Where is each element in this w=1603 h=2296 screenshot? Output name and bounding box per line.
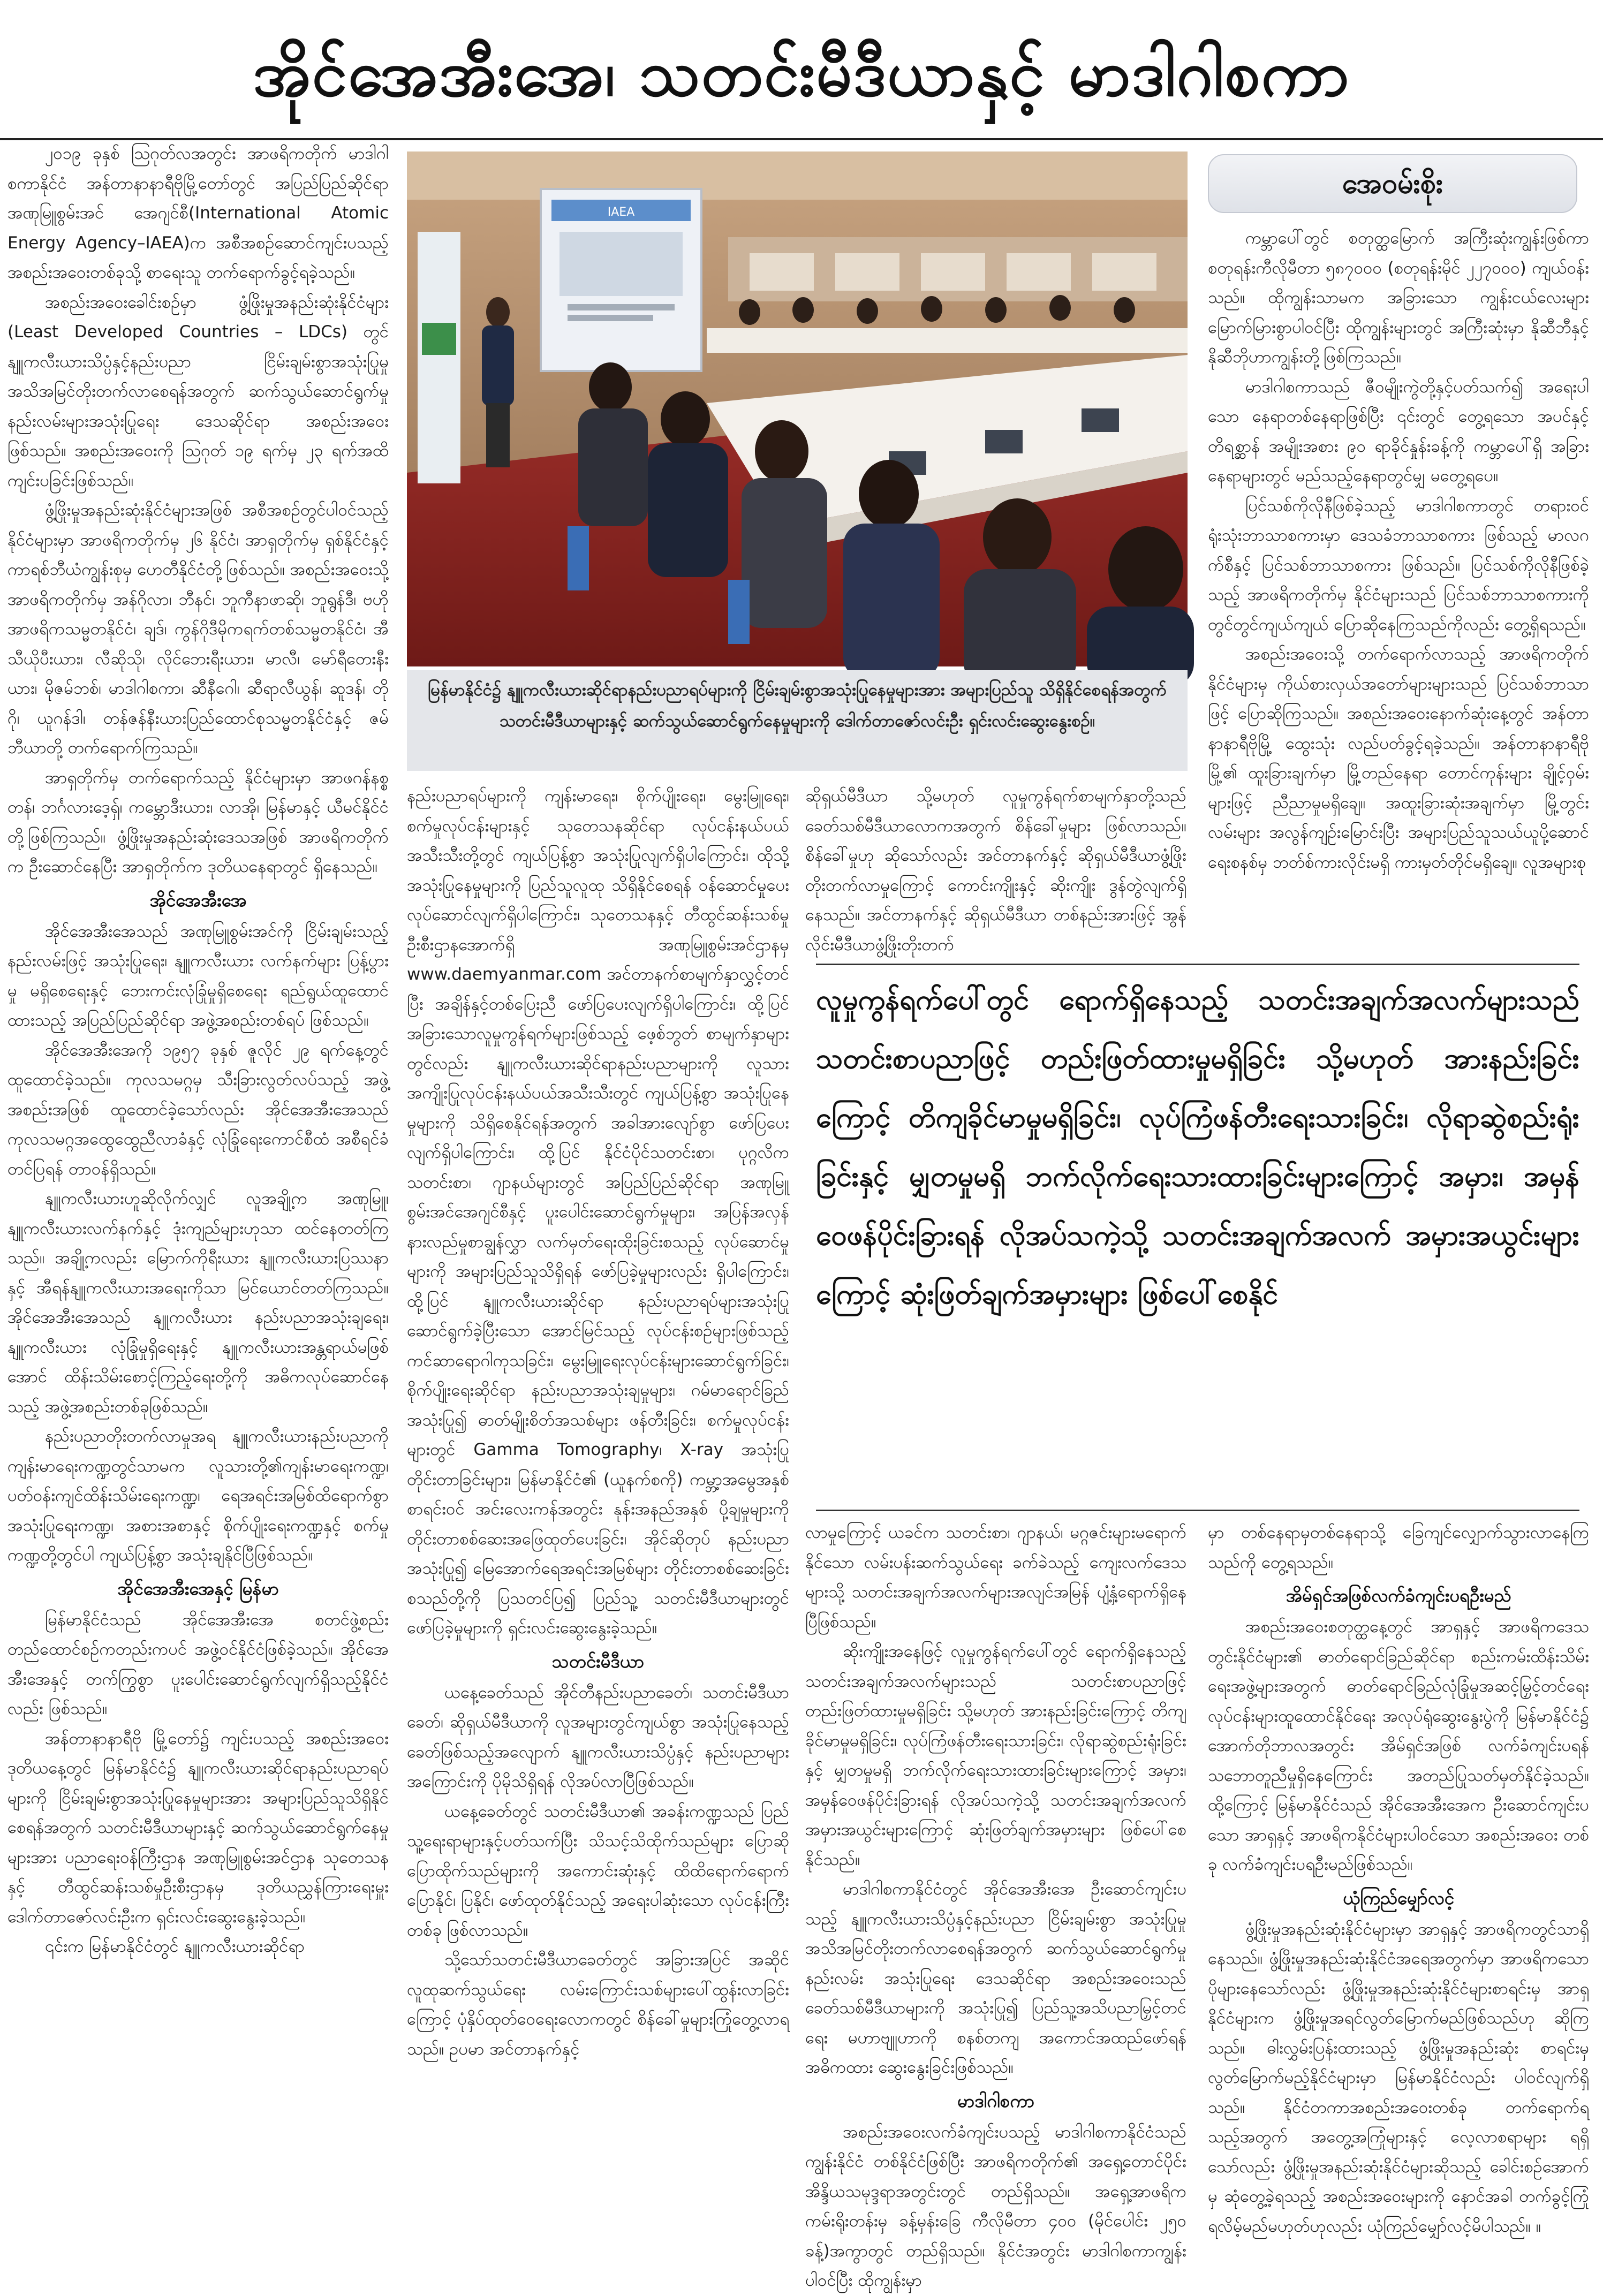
col4-subheading: အိမ်ရှင်အဖြစ်လက်ခံကျင်းပရဦးမည် — [1286, 1585, 1511, 1606]
col2-paragraph: ယနေ့ခေတ်သည် အိုင်တီနည်းပညာခေတ်၊ သတင်းမီဒီယာခေတ်၊ ဆိုရှယ်မီဒီယာကို လူအများတွင်ကျယ်စွာ အသုံးပြုနေသည့် ခေတ်ဖြစ်သည့်အလျောက် နျူကလီးယားသိပ္ပံနှင့် နည်းပညာများအကြောင်းကို ပိုမိုသိရှိရန် လိုအပ်လာပြီဖြစ်သည်။ — [407, 1683, 789, 1791]
column-3-top — [805, 782, 1186, 958]
col4-paragraph: မာဒါဂါစကာသည် ဇီဝမျိုးကွဲတို့နှင့်ပတ်သက်၍ အရေးပါသော နေရာတစ်နေရာဖြစ်ပြီး ၎င်းတွင် တွေ့ရသော အပင်နှင့် တိရစ္ဆာန် အမျိုးအစား ၉၀ ရာခိုင်နှုန်းခန့်ကို ကမ္ဘာပေါ်ရှိ အခြားနေရာများတွင် မည်သည့်နေရာတွင်မျှ မတွေ့ရပေ။ — [1208, 377, 1589, 486]
col3-paragraph: မာဒါဂါစကာနိုင်ငံတွင် အိုင်အေအီးအေ ဦးဆောင်ကျင်းပသည့် နျူကလီးယားသိပ္ပံနှင့်နည်းပညာ ငြိမ်းချမ်းစွာ အသုံးပြုမှု အသိအမြင်တိုးတက်လာစေရန်အတွက် ဆက်သွယ်ဆောင်ရွက်မှုနည်းလမ်း အသုံးပြုရေး ဒေသဆိုင်ရာ အစည်းအဝေးသည် ခေတ်သစ်မီဒီယာများကို အသုံးပြု၍ ပြည်သူ့အသိပညာမြှင့်တင်ရေး မဟာဗျူဟာကို စနစ်တကျ အကောင်အထည်ဖော်ရန် အဓိကထား ဆွေးနွေးခြင်းဖြစ်သည်။ — [805, 1880, 1186, 2077]
col4-paragraph: ဖွံ့ဖြိုးမှုအနည်းဆုံးနိုင်ငံများမှာ အာရှနှင့် အာဖရိကတွင်သာရှိနေသည်။ ဖွံ့ဖြိုးမှုအနည်းဆုံးနိုင်ငံအရေအတွက်မှာ အာဖရိကသော ပိုများနေသော်လည်း ဖွံ့ဖြိုးမှုအနည်းဆုံးနိုင်ငံများစာရင်းမှ အာရှနိုင်ငံများက ဖွံ့ဖြိုးမှုအရင်လွတ်မြောက်မည်ဖြစ်သည်ဟု ဆိုကြသည်။ ဓါးလွှမ်းပြန်းထားသည့် ဖွံ့ဖြိုးမှုအနည်းဆုံး စာရင်းမှ လွတ်မြောက်မည့်နိုင်ငံများမှာ မြန်မာနိုင်ငံလည်း ပါဝင်လျက်ရှိသည်။ နိုင်ငံတကာအစည်းအဝေးတစ်ခု တက်ရောက်ရသည့်အတွက် အတွေ့အကြုံများနှင့် လေ့လာစရာများ ရရှိသော်လည်း ဖွံ့ဖြိုးမှုအနည်းဆုံးနိုင်ငံများဆိုသည့် ခေါင်းစဉ်အောက်မှ ဆုံတွေ့ခဲ့ရသည့် အစည်းအဝေးများကို နောင်အခါ တက်ခွင့်ကြုံရလိမ့်မည်မဟုတ်ဟုလည်း ယုံကြည်မျှော်လင့်မိပါသည်။ ။ — [1208, 1919, 1589, 2236]
headline: အိုင်အေအီးအေ၊ သတင်းမီဒီယာနှင့် မာဒါဂါစကာ — [253, 36, 1350, 110]
col2-paragraph: သို့သော်သတင်းမီဒီယာခေတ်တွင် အခြားအပြင် အဆိုင် လူထုဆက်သွယ်ရေး လမ်းကြောင်းသစ်များပေါ်ထွန်းလာခြင်းကြောင့် ပုံနှိပ်ထုတ်ဝေရေးလောကတွင် စိန်ခေါ်မှုများကြုံတွေ့လာရသည်။ ဥပမာ အင်တာနက်နှင့် — [407, 1950, 789, 2059]
author-byline: အေဝမ်းစိုး — [1208, 154, 1577, 213]
col1-paragraph: အိုင်အေအီးအေကို ၁၉၅၇ ခုနှစ် ဇူလိုင် ၂၉ ရက်နေ့တွင် ထူထောင်ခဲ့သည်။ ကုလသမဂ္ဂမှ သီးခြားလွတ်လပ်သည့် အဖွဲ့အစည်းအဖြစ် ထူထောင်ခဲ့သော်လည်း အိုင်အေအီးအေသည် ကုလသမဂ္ဂအထွေထွေညီလာခံနှင့် လုံခြုံရေးကောင်စီထံ အစီရင်ခံတင်ပြရန် တာဝန်ရှိသည်။ — [7, 1040, 389, 1179]
col1-paragraph: အိုင်အေအီးအေသည် အဏုမြူစွမ်းအင်ကို ငြိမ်းချမ်းသည့် နည်းလမ်းဖြင့် အသုံးပြုရေး၊ နျူကလီးယား လက်နက်များ ပြန့်ပွားမှု မရှိစေရေးနှင့် ဘေးကင်းလုံခြုံမှုရှိစေရေး ရည်ရွယ်ထူထောင်ထားသည့် အပြည်ပြည်ဆိုင်ရာ အဖွဲ့အစည်းတစ်ရပ် ဖြစ်သည်။ — [7, 921, 389, 1030]
col1-paragraph: နည်းပညာတိုးတက်လာမှုအရ နျူကလီးယားနည်းပညာကို ကျန်းမာရေးကဏ္ဍတွင်သာမက လူသားတို့၏ကျန်းမာရေးကဏ္ဍ၊ ပတ်ဝန်းကျင်ထိန်းသိမ်းရေးကဏ္ဍ၊ ရေအရင်းအမြစ်ထိရောက်စွာ အသုံးပြုရေးကဏ္ဍ၊ အစားအစာနှင့် စိုက်ပျိုးရေးကဏ္ဍနှင့် စက်မှုကဏ္ဍတို့တွင်ပါ ကျယ်ပြန့်စွာ အသုံးချနိုင်ပြီဖြစ်သည်။ — [7, 1427, 389, 1565]
pull-quote: လူမှုကွန်ရက်ပေါ်တွင် ရောက်ရှိနေသည့် သတင်းအချက်အလက်များသည် သတင်းစာပညာဖြင့် တည်းဖြတ်ထားမှုမရှိခြင်း သို့မဟုတ် အားနည်းခြင်းကြောင့် တိကျခိုင်မာမှုမရှိခြင်း၊ လုပ်ကြံဖန်တီးရေးသားခြင်း၊ လိုရာဆွဲစည်းရုံးခြင်းနှင့် မျှတမှုမရှိ ဘက်လိုက်ရေးသားထားခြင်းများကြောင့် အမှား၊ အမှန်ဝေဖန်ပိုင်းခြားရန် လိုအပ်သကဲ့သို့ သတင်းအချက်အလက် အမှားအယွင်းများကြောင့် ဆုံးဖြတ်ချက်အမှားများ ဖြစ်ပေါ်စေနိုင် — [816, 984, 1579, 1310]
column-1 — [7, 139, 389, 2157]
col1-paragraph: ၎င်းက မြန်မာနိုင်ငံတွင် နျူကလီးယားဆိုင်ရာ — [45, 1937, 305, 1956]
col4-paragraph: ပြင်သစ်ကိုလိုနီဖြစ်ခဲ့သည့် မာဒါဂါစကာတွင် တရားဝင်ရုံးသုံးဘာသာစကားမှာ ဒေသခံဘာသာစကား ဖြစ်သည့် မာလဂက်စီနှင့် ပြင်သစ်ဘာသာစကား ဖြစ်သည်။ ပြင်သစ်ကိုလိုနီဖြစ်ခဲ့သည့် အာဖရိကတိုက်မှ နိုင်ငံများသည် ပြင်သစ်ဘာသာစကားကို တွင်တွင်ကျယ်ကျယ် ပြောဆိုနေကြသည်ကိုလည်း တွေ့ရှိရသည်။ — [1208, 496, 1589, 634]
col4-paragraph: ကမ္ဘာပေါ်တွင် စတုတ္ထမြောက် အကြီးဆုံးကျွန်းဖြစ်ကာ စတုရန်းကီလိုမီတာ ၅၈၇၀၀၀ (စတုရန်းမိုင် ၂၂၇၀၀၀) ကျယ်ဝန်းသည်။ ထိုကျွန်းသာမက အခြားသော ကျွန်းငယ်လေးများ မြောက်မြားစွာပါဝင်ပြီး ထိုကျွန်းများတွင် အကြီးဆုံးမှာ နိုဆီဘီနှင့် နိုဆီဘိုဟာကျွန်းတို့ဖြစ်ကြသည်။ — [1208, 229, 1589, 367]
col2-subheading: သတင်းမီဒီယာ — [551, 1650, 645, 1672]
column-4-top — [1208, 224, 1589, 957]
conference-photo-illustration — [407, 151, 1188, 666]
col1-paragraph: အစည်းအဝေးခေါင်းစဉ်မှာ ဖွံ့ဖြိုးမှုအနည်းဆုံးနိုင်ငံများ (Least Developed Countries – LDCs) တွင် နျူကလီးယားသိပ္ပံနှင့်နည်းပညာ ငြိမ်းချမ်းစွာအသုံးပြုမှု အသိအမြင်တိုးတက်လာစေရန်အတွက် ဆက်သွယ်ဆောင်ရွက်မှုနည်းလမ်းများအသုံးပြုရေး ဒေသဆိုင်ရာ အစည်းအဝေး ဖြစ်သည်။ အစည်းအဝေးကို ဩဂုတ် ၁၉ ရက်မှ ၂၃ ရက်အထိ ကျင်းပခြင်းဖြစ်သည်။ — [7, 292, 389, 490]
column-3-bottom — [805, 1518, 1186, 2290]
col2-paragraph: ယနေ့ခေတ်တွင် သတင်းမီဒီယာ၏ အခန်းကဏ္ဍသည် ပြည်သူ့ရေးရာများနှင့်ပတ်သက်ပြီး သိသင့်သိထိုက်သည်များ ပြောဆိုပြောထိုက်သည်များကို အကောင်းဆုံးနှင့် ထိထိရောက်ရောက်ပြောနိုင်၊ ပြနိုင်၊ ဖော်ထုတ်နိုင်သည့် အရေးပါဆုံးသော လုပ်ငန်းကြီးတစ်ခု ဖြစ်လာသည်။ — [407, 1801, 789, 1940]
conference-photo — [407, 151, 1188, 666]
col3-paragraph: ဆိုးကျိုးအနေဖြင့် လူမှုကွန်ရက်ပေါ်တွင် ရောက်ရှိနေသည့် သတင်းအချက်အလက်များသည် သတင်းစာပညာဖြင့် တည်းဖြတ်ထားမှုမရှိခြင်း သို့မဟုတ် အားနည်းခြင်းကြောင့် တိကျခိုင်မာမှုမရှိခြင်း၊ လုပ်ကြံဖန်တီးရေးသားခြင်း၊ လိုရာဆွဲစည်းရုံးခြင်းနှင့် မျှတမှုမရှိ ဘက်လိုက်ရေးသားထားခြင်းများကြောင့် အမှား၊ အမှန်ဝေဖန်ပိုင်းခြားရန် လိုအပ်သကဲ့သို့ သတင်းအချက်အလက် အမှားအယွင်းများကြောင့် ဆုံးဖြတ်ချက်အမှားများ ဖြစ်ပေါ်စေနိုင်သည်။ — [805, 1642, 1186, 1869]
col4-paragraph: မှာ တစ်နေရာမှတစ်နေရာသို့ ခြေကျင်လျှောက်သွားလာနေကြသည်ကို တွေ့ရသည်။ — [1208, 1523, 1589, 1572]
photo-caption: မြန်မာနိုင်ငံ၌ နျူကလီးယားဆိုင်ရာနည်းပညာရပ်များကို ငြိမ်းချမ်းစွာအသုံးပြုနေမှုများအား အများပြည်သူ သိရှိနိုင်စေရန်အတွက် သတင်းမီဒီယာများနှင့် ဆက်သွယ်ဆောင်ရွက်နေမှုများကို ဒေါက်တာဇော်လင်းဦး ရှင်းလင်းဆွေးနွေးစဉ်။ — [407, 670, 1188, 771]
col1-paragraph: အန်တာနာနာရီဗို မြို့တော်၌ ကျင်းပသည့် အစည်းအဝေးဒုတိယနေ့တွင် မြန်မာနိုင်ငံ၌ နျူကလီးယားဆိုင်ရာနည်းပညာရပ်များကို ငြိမ်းချမ်းစွာအသုံးပြုနေမှုများအား အများပြည်သူသိရှိနိုင်စေရန်အတွက် သတင်းမီဒီယာများနှင့် ဆက်သွယ်ဆောင်ရွက်နေမှုများအား ပညာရေးဝန်ကြီးဌာန အဏုမြူစွမ်းအင်ဌာန သုတေသနနှင့် တီထွင်ဆန်းသစ်မှုဦးစီးဌာနမှ ဒုတိယညွှန်ကြားရေးမှူး ဒေါက်တာဇော်လင်းဦးက ရှင်းလင်းဆွေးနွေးခဲ့သည်။ — [7, 1729, 389, 1927]
col3-paragraph: ဆိုရှယ်မီဒီယာ သို့မဟုတ် လူမှုကွန်ရက်စာမျက်နှာတို့သည် ခေတ်သစ်မီဒီယာလောကအတွက် စိန်ခေါ်မှုများ ဖြစ်လာသည်။ စိန်ခေါ်မှုဟု ဆိုသော်လည်း အင်တာနက်နှင့် ဆိုရှယ်မီဒီယာဖွံ့ဖြိုးတိုးတက်လာမှုကြောင့် ကောင်းကျိုးနှင့် ဆိုးကျိုး ဒွန်တွဲလျက်ရှိနေသည်။ အင်တာနက်နှင့် ဆိုရှယ်မီဒီယာ တစ်နည်းအားဖြင့် အွန်လိုင်းမီဒီယာဖွံ့ဖြိုးတိုးတက် — [805, 786, 1186, 954]
col1-paragraph: နျူကလီးယားဟူဆိုလိုက်လျှင် လူအချို့က အဏုမြူ၊ နျူကလီးယားလက်နက်နှင့် ဒုံးကျည်များဟုသာ ထင်နေတတ်ကြသည်။ အချို့ကလည်း မြောက်ကိုရီးယား နျူကလီးယားပြဿနာနှင့် အီရန်နျူကလီးယားအရေးကိုသာ မြင်ယောင်တတ်ကြသည်။ အိုင်အေအီးအေသည် နျူကလီးယား နည်းပညာအသုံးချရေး၊ နျူကလီးယား လုံခြုံမှုရှိရေးနှင့် နျူကလီးယားအန္တရာယ်မဖြစ်အောင် ထိန်းသိမ်းစောင့်ကြည့်ရေးတို့ကို အဓိကလုပ်ဆောင်နေသည့် အဖွဲ့အစည်းတစ်ခုဖြစ်သည်။ — [7, 1189, 389, 1416]
screen-text: IAEA — [607, 206, 635, 219]
col4-paragraph: အစည်းအဝေးစတုတ္ထနေ့တွင် အာရှနှင့် အာဖရိကဒေသတွင်းနိုင်ငံများ၏ ဓာတ်ရောင်ခြည်ဆိုင်ရာ စည်းကမ်းထိန်းသိမ်းရေးအဖွဲ့များအတွက် ဓာတ်ရောင်ခြည်လုံခြုံမှုအဆင့်မြှင့်တင်ရေးလုပ်ငန်းများထူထောင်နိုင်ရေး အလုပ်ရုံဆွေးနွေးပွဲကို မြန်မာနိုင်ငံ၌ အောက်တိုဘာလအတွင်း အိမ်ရှင်အဖြစ် လက်ခံကျင်းပရန် သဘောတူညီမှုရှိနေကြောင်း အတည်ပြုသတ်မှတ်နိုင်ခဲ့သည်။ ထို့ကြောင့် မြန်မာနိုင်ငံသည် အိုင်အေအီးအေက ဦးဆောင်ကျင်းပသော အာရှနှင့် အာဖရိကနိုင်ငံများပါဝင်သော အစည်းအဝေး တစ်ခု လက်ခံကျင်းပရဦးမည်ဖြစ်သည်။ — [1208, 1617, 1589, 1874]
col1-paragraph: အာရှတိုက်မှ တက်ရောက်သည့် နိုင်ငံများမှာ အာဖဂန်နစ္စတန်၊ ဘင်္ဂလားဒေ့ရှ်၊ ကမ္ဘောဒီးယား၊ လာအို၊ မြန်မာနှင့် ယီမင်နိုင်ငံတို့ဖြစ်ကြသည်။ ဖွံ့ဖြိုးမှုအနည်းဆုံးဒေသအဖြစ် အာဖရိကတိုက်က ဦးဆောင်နေပြီး အာရှတိုက်က ဒုတိယနေရာတွင် ရှိနေသည်။ — [7, 768, 389, 876]
column-2 — [407, 782, 789, 2157]
col1-subheading: အိုင်အေအီးအေ — [149, 889, 247, 911]
col3-paragraph: အစည်းအဝေးလက်ခံကျင်းပသည့် မာဒါဂါစကာနိုင်ငံသည် ကျွန်းနိုင်ငံ တစ်နိုင်ငံဖြစ်ပြီး အာဖရိကတိုက်၏ အရှေ့တောင်ပိုင်း အိန္ဒိယသမုဒ္ဒရာအတွင်းတွင် တည်ရှိသည်။ အရှေ့အာဖရိကကမ်းရိုးတန်းမှ ခန့်မှန်းခြေ ကီလိုမီတာ ၄၀၀ (မိုင်ပေါင်း ၂၅၀ ခန့်)အကွာတွင် တည်ရှိသည်။ နိုင်ငံအတွင်း မာဒါဂါစကာကျွန်းပါဝင်ပြီး ထိုကျွန်းမှာ — [805, 2122, 1186, 2290]
col1-paragraph: ၂၀၁၉ ခုနှစ် ဩဂုတ်လအတွင်း အာဖရိကတိုက် မာဒါဂါစကာနိုင်ငံ အန်တာနာနာရီဗိုမြို့တော်တွင် အပြည်ပြည်ဆိုင်ရာ အဏုမြူစွမ်းအင် အေဂျင်စီ(International Atomic Energy Agency–IAEA)က အစီအစဉ်ဆောင်ကျင်းပသည့် အစည်းအဝေးတစ်ခုသို့ စာရေးသူ တက်ရောက်ခွင့်ရခဲ့သည်။ — [7, 144, 389, 282]
pullquote-bottom-rule — [816, 1510, 1579, 1511]
col3-subheading: မာဒါဂါစကာ — [957, 2090, 1035, 2111]
col4-subheading: ယုံကြည်မျှော်လင့် — [1343, 1887, 1454, 1908]
col1-paragraph: မြန်မာနိုင်ငံသည် အိုင်အေအီးအေ စတင်ဖွဲ့စည်းတည်ထောင်စဉ်ကတည်းကပင် အဖွဲ့ဝင်နိုင်ငံဖြစ်ခဲ့သည်။ အိုင်အေအီးအေနှင့် တက်ကြွစွာ ပူးပေါင်းဆောင်ရွက်လျက်ရှိသည့်နိုင်ငံလည်း ဖြစ်သည်။ — [7, 1610, 389, 1718]
col4-paragraph: အစည်းအဝေးသို့ တက်ရောက်လာသည့် အာဖရိကတိုက်နိုင်ငံများမှ ကိုယ်စားလှယ်အတော်များများသည် ပြင်သစ်ဘာသာဖြင့် ပြောဆိုကြသည်။ အစည်းအဝေးနောက်ဆုံးနေ့တွင် အန်တာနာနာရီဗိုမြို့ ထွေးသုံး လည်ပတ်ခွင့်ရခဲ့သည်။ အန်တာနာနာရီဗိုမြို့၏ ထူးခြားချက်မှာ မြို့တည်နေရာ တောင်ကုန်းများ ချိုင့်ဝှမ်းများဖြင့် ညီညာမှုမရှိချေ။ အထူးခြားဆုံးအချက်မှာ မြို့တွင်းလမ်းများ အလွန်ကျဉ်းမြောင်းပြီး အများပြည်သူသယ်ယူပို့ဆောင်ရေးစနစ်မှ ဘတ်စ်ကားလိုင်းမရှိ ကားမှတ်တိုင်မရှိချေ။ လူအများစု — [1208, 645, 1589, 872]
col1-paragraph: ဖွံ့ဖြိုးမှုအနည်းဆုံးနိုင်ငံများအဖြစ် အစီအစဉ်တွင်ပါဝင်သည့် နိုင်ငံများမှာ အာဖရိကတိုက်မှ ၂၆ နိုင်ငံ၊ အာရှတိုက်မှ ရှစ်နိုင်ငံနှင့် ကာရစ်ဘီယံကျွန်းစုမှ ဟေတီနိုင်ငံတို့ဖြစ်သည်။ အစည်းအဝေးသို့ အာဖရိကတိုက်မှ အန်ဂိုလာ၊ ဘီနင်၊ ဘူကီနာဖာဆို၊ ဘူရွန်ဒီ၊ ဗဟိုအာဖရိကသမ္မတနိုင်ငံ၊ ချဒ်၊ ကွန်ဂိုဒီမိုကရက်တစ်သမ္မတနိုင်ငံ၊ အီသီယိုပီးယား၊ လီဆိုသို၊ လိုင်ဘေးရီးယား၊ မာလီ၊ မော်ရီတေးနီးယား၊ မိုဇမ်ဘစ်၊ မာဒါဂါစကာ၊ ဆီနီဂေါ၊ ဆီရာလီယွန်၊ ဆူဒန်၊ တိုဂို၊ ယူဂန်ဒါ၊ တန်ဇန်နီးယားပြည်ထောင်စုသမ္မတနိုင်ငံနှင့် ဇမ်ဘီယာတို့ တက်ရောက်ကြသည်။ — [7, 501, 389, 757]
col2-paragraph: နည်းပညာရပ်များကို ကျန်းမာရေး၊ စိုက်ပျိုးရေး၊ မွေးမြူရေး၊ စက်မှုလုပ်ငန်းများနှင့် သုတေသနဆိုင်ရာ လုပ်ငန်းနယ်ပယ်အသီးသီးတို့တွင် ကျယ်ပြန့်စွာ အသုံးပြုလျက်ရှိပါကြောင်း၊ ထိုသို့အသုံးပြုနေမှုများကို ပြည်သူလူထု သိရှိနိုင်စေရန် ဝန်ဆောင်မှုပေးလုပ်ဆောင်လျက်ရှိပါကြောင်း၊ သုတေသနနှင့် တီထွင်ဆန်းသစ်မှု ဦးစီးဌာနအောက်ရှိ အဏုမြူစွမ်းအင်ဌာနမှ www.daemyanmar.com အင်တာနက်စာမျက်နှာလွှင့်တင်ပြီး အချိန်နှင့်တစ်ပြေးညီ ဖော်ပြပေးလျက်ရှိပါကြောင်း၊ ထို့ပြင် အခြားသောလူမှုကွန်ရက်များဖြစ်သည့် ဖေ့စ်ဘွတ် စာမျက်နှာများတွင်လည်း နျူကလီးယားဆိုင်ရာနည်းပညာများကို လူသားအကျိုးပြုလုပ်ငန်းနယ်ပယ်အသီးသီးတွင် ကျယ်ပြန့်စွာ အသုံးပြုနေမှုများကို သိရှိစေနိုင်ရန်အတွက် အခါအားလျော်စွာ ဖော်ပြပေးလျက်ရှိပါကြောင်း၊ ထို့ပြင် နိုင်ငံပိုင်သတင်းစာ၊ ပုဂ္ဂလိက သတင်းစာ၊ ဂျာနယ်များတွင် အပြည်ပြည်ဆိုင်ရာ အဏုမြူစွမ်းအင်အေဂျင်စီနှင့် ပူးပေါင်းဆောင်ရွက်မှုများ၊ အပြန်အလှန်နားလည်မှုစာချွန်လွှာ လက်မှတ်ရေးထိုးခြင်းစသည့် လုပ်ဆောင်မှုများကို အများပြည်သူသိရှိရန် ဖော်ပြခဲ့မှုများလည်း ရှိပါကြောင်း၊ ထို့ပြင် နျူကလီးယားဆိုင်ရာ နည်းပညာရပ်များအသုံးပြုဆောင်ရွက်ခဲ့ပြီးသော အောင်မြင်သည့် လုပ်ငန်းစဉ်များဖြစ်သည့် ကင်ဆာရောဂါကုသခြင်း၊ မွေးမြူရေးလုပ်ငန်းများဆောင်ရွက်ခြင်း၊ စိုက်ပျိုးရေးဆိုင်ရာ နည်းပညာအသုံးချမှုများ၊ ဂမ်မာရောင်ခြည်အသုံးပြု၍ ဓာတ်မျိုးစိတ်အသစ်များ ဖန်တီးခြင်း၊ စက်မှုလုပ်ငန်းများတွင် Gamma Tomography၊ X-ray အသုံးပြုတိုင်းတာခြင်းများ၊ မြန်မာနိုင်ငံ၏ (ယူနက်စကို) ကမ္ဘာ့အမွေအနှစ်စာရင်းဝင် အင်းလေးကန်အတွင်း နုန်းအနည်အနှစ် ပို့ချမှုများကို တိုင်းတာစစ်ဆေးအဖြေထုတ်ပေးခြင်း၊ အိုင်ဆိုတုပ် နည်းပညာအသုံးပြု၍ မြေအောက်ရေအရင်းအမြစ်များ တိုင်းတာစစ်ဆေးခြင်း စသည်တို့ကို ပြသတင်ပြ၍ ပြည်သူ့ သတင်းမီဒီယာများတွင် ဖော်ပြခဲ့မှုများကို ရှင်းလင်းဆွေးနွေးခဲ့သည်။ — [407, 786, 789, 1638]
pullquote-top-rule — [816, 964, 1579, 965]
col1-subheading: အိုင်အေအီးအေနှင့် မြန်မာ — [117, 1578, 279, 1599]
col3-paragraph: လာမှုကြောင့် ယခင်က သတင်းစာ၊ ဂျာနယ်၊ မဂ္ဂဇင်းများမရောက်နိုင်သော လမ်းပန်းဆက်သွယ်ရေး ခက်ခဲသည့် ကျေးလက်ဒေသများသို့ သတင်းအချက်အလက်များအလျင်အမြန် ပျံ့နှံ့ရောက်ရှိနေပြီဖြစ်သည်။ — [805, 1523, 1186, 1632]
column-4-bottom — [1208, 1518, 1589, 2236]
